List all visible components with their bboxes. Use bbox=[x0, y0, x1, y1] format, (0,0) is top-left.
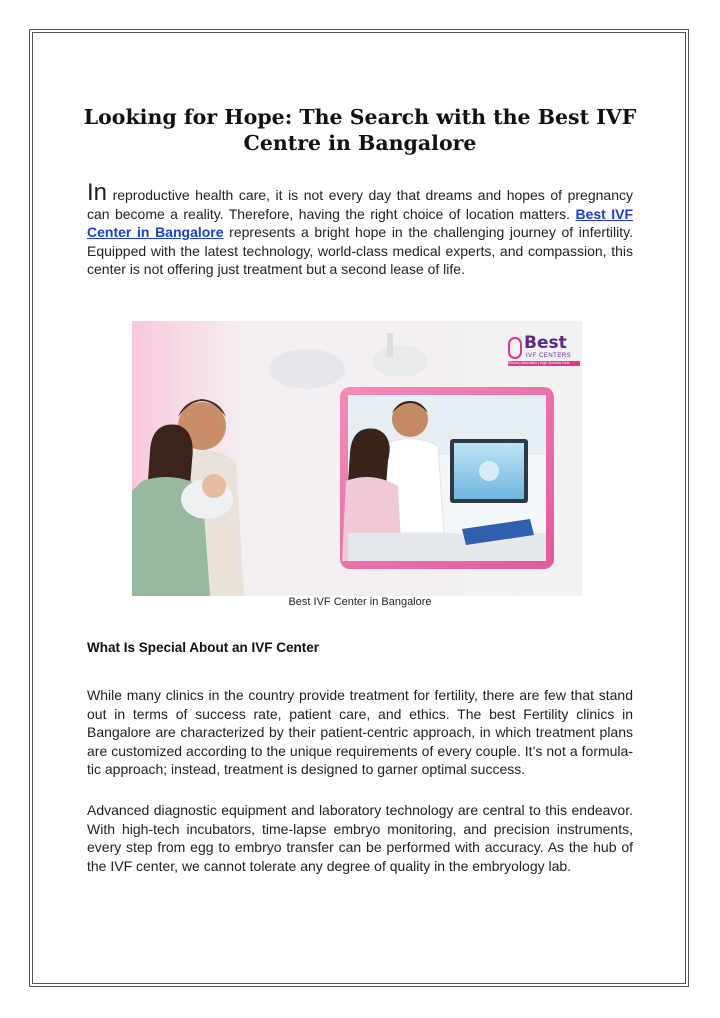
best-ivf-centers-logo bbox=[508, 335, 580, 369]
intro-text-after-link: represents a bright hope in the challenging journey of infertility. Equipped with the latest technology, world-class medical experts, and compassion, this center is not offering just treatment but a second lease of life. bbox=[87, 224, 633, 277]
intro-dropcap: In bbox=[87, 179, 108, 206]
intro-paragraph bbox=[87, 179, 633, 279]
logo-mark-icon bbox=[508, 337, 522, 359]
logo-sub: IVF CENTERS bbox=[526, 353, 572, 359]
section-heading: What Is Special About an IVF Center bbox=[87, 640, 320, 655]
article-title: Looking for Hope: The Search with the Best IVF Centre in Bangalore bbox=[83, 105, 637, 155]
logo-word: Best bbox=[524, 333, 567, 353]
best-ivf-center-link[interactable]: Best IVF Center in Bangalore bbox=[87, 205, 633, 240]
article-figure bbox=[132, 321, 582, 596]
paragraph-3: Advanced diagnostic equipment and laboratory technology are central to this endeavor. With high-tech incubators, time-lapse embryo monitoring, and precision instruments, every step from egg to embryo transfer can be performed with accuracy. As the hub of the IVF center, we cannot tolerate any degree of quality in the embryology lab. bbox=[87, 802, 633, 874]
logo-tagline: Ethical | Affordable | High Success Rate bbox=[508, 361, 580, 366]
figure-caption: Best IVF Center in Bangalore bbox=[288, 596, 432, 608]
intro-text-before-link: reproductive health care, it is not every day that dreams and hopes of pregnancy can become a reality. Therefore, having the right choice of location matters. bbox=[87, 187, 633, 222]
paragraph-2: While many clinics in the country provide treatment for fertility, there are few that stand out in terms of success rate, patient care, and ethics. The best Fertility clinics in Bangalore are characterized by their patient-centric approach, in which treatment plans are customized according to the unique requirements of every couple. It’s not a formula-tic approach; instead, treatment is designed to garner optimal success. bbox=[87, 687, 633, 777]
